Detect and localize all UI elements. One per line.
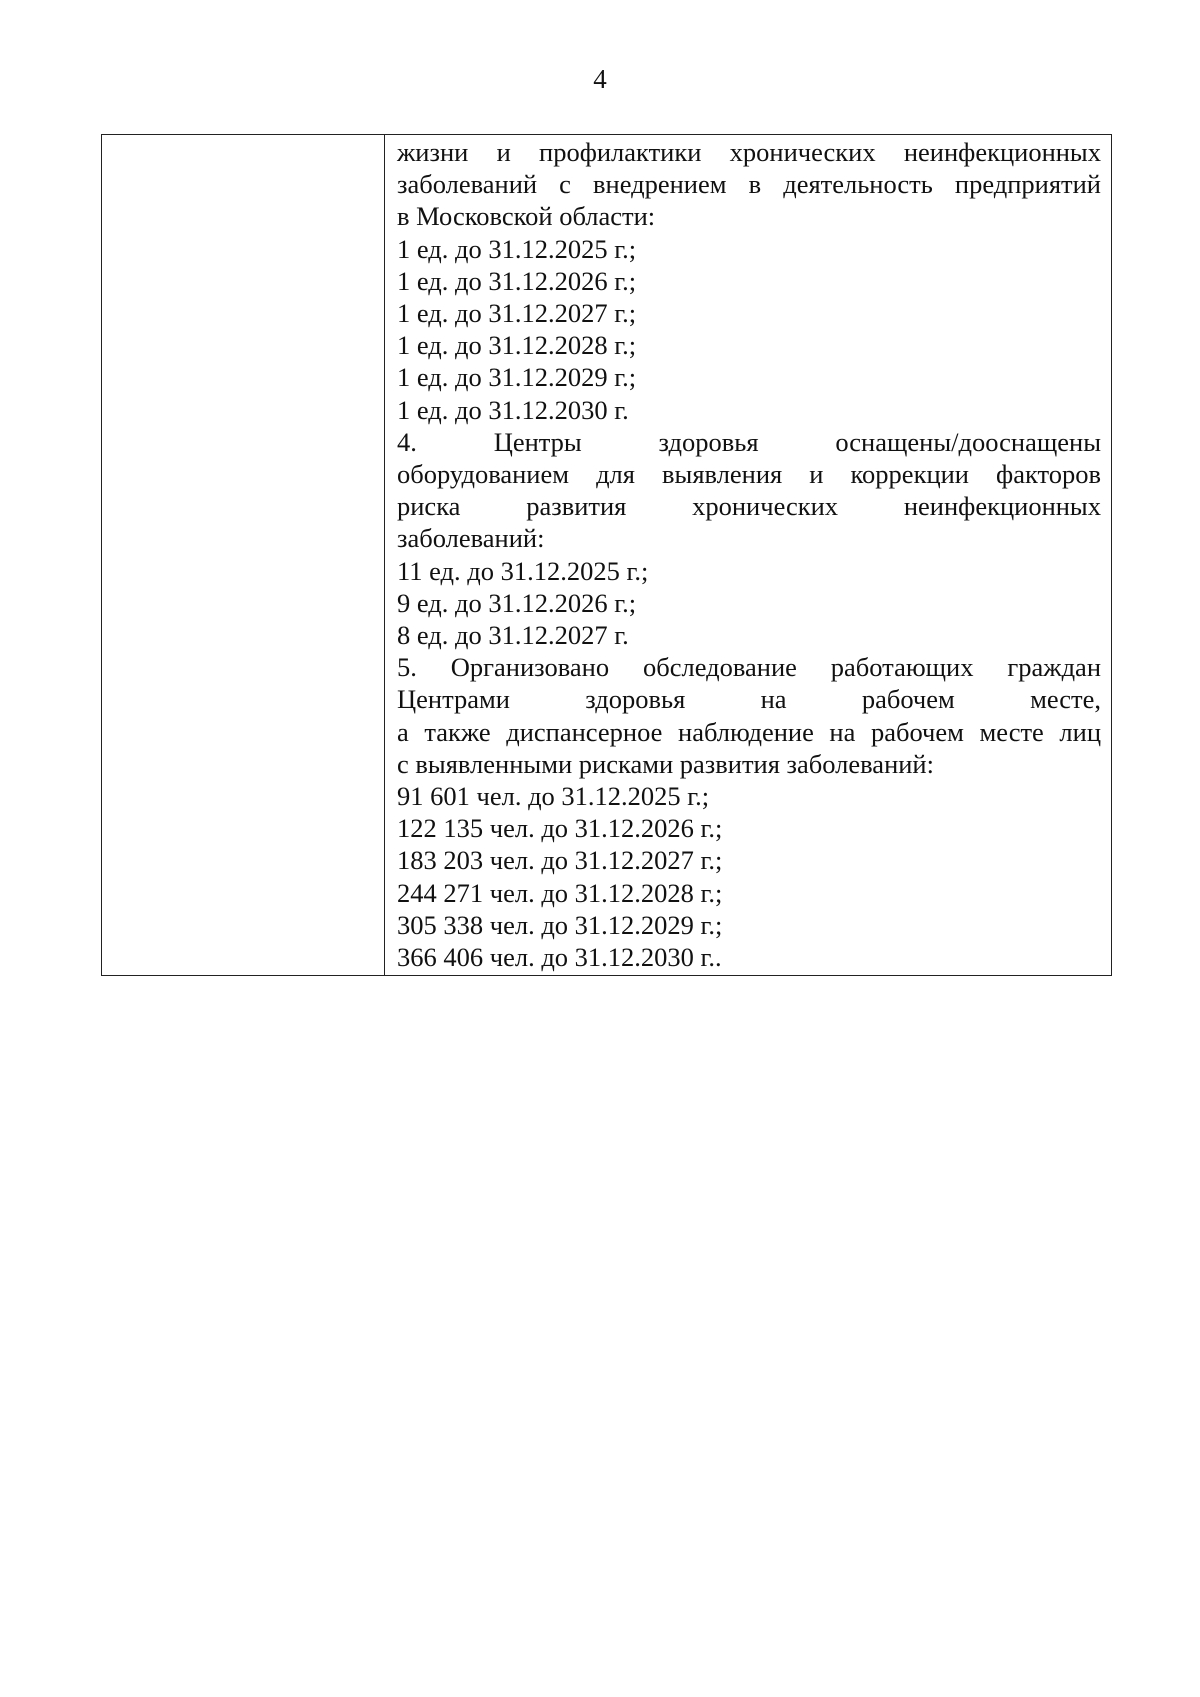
text-line: оборудованием для выявления и коррекции факторов (397, 459, 1101, 490)
text-line: в Московской области: (397, 201, 656, 232)
table-row (102, 135, 1112, 976)
page-number: 4 (593, 64, 607, 94)
content-cell (385, 135, 1112, 976)
text-line: 1 ед. до 31.12.2028 г.; (397, 330, 637, 361)
text-line: Центрами здоровья на рабочем месте, (397, 684, 1101, 715)
text-line: 1 ед. до 31.12.2027 г.; (397, 298, 637, 329)
text-line: а также диспансерное наблюдение на рабочем месте лиц (397, 716, 1101, 747)
text-line: 4. Центры здоровья оснащены/дооснащены (397, 426, 1101, 457)
text-line: 366 406 чел. до 31.12.2030 г.. (397, 942, 722, 973)
text-line: 1 ед. до 31.12.2026 г.; (397, 265, 637, 296)
content-lines (397, 136, 1101, 973)
text-line: 1 ед. до 31.12.2029 г.; (397, 362, 637, 393)
text-line: 11 ед. до 31.12.2025 г.; (397, 555, 649, 586)
text-line: 244 271 чел. до 31.12.2028 г.; (397, 877, 723, 908)
text-line: с выявленными рисками развития заболеваний: (397, 748, 934, 779)
text-line: риска развития хронических неинфекционных (397, 491, 1101, 522)
text-line: 8 ед. до 31.12.2027 г. (397, 620, 629, 651)
text-line: заболеваний с внедрением в деятельность предприятий (397, 169, 1101, 200)
text-line: 91 601 чел. до 31.12.2025 г.; (397, 781, 710, 812)
text-line: 1 ед. до 31.12.2025 г.; (397, 233, 637, 264)
text-line: заболеваний: (397, 523, 545, 554)
text-line: 5. Организовано обследование работающих граждан (397, 652, 1101, 683)
text-line: жизни и профилактики хронических неинфекционных (397, 137, 1101, 167)
text-line: 1 ед. до 31.12.2030 г. (397, 394, 629, 425)
document-table (101, 134, 1112, 976)
text-line: 122 135 чел. до 31.12.2026 г.; (397, 813, 723, 844)
text-line: 183 203 чел. до 31.12.2027 г.; (397, 845, 723, 876)
text-line: 9 ед. до 31.12.2026 г.; (397, 587, 637, 618)
text-line: 305 338 чел. до 31.12.2029 г.; (397, 909, 723, 940)
left-cell (102, 135, 385, 976)
